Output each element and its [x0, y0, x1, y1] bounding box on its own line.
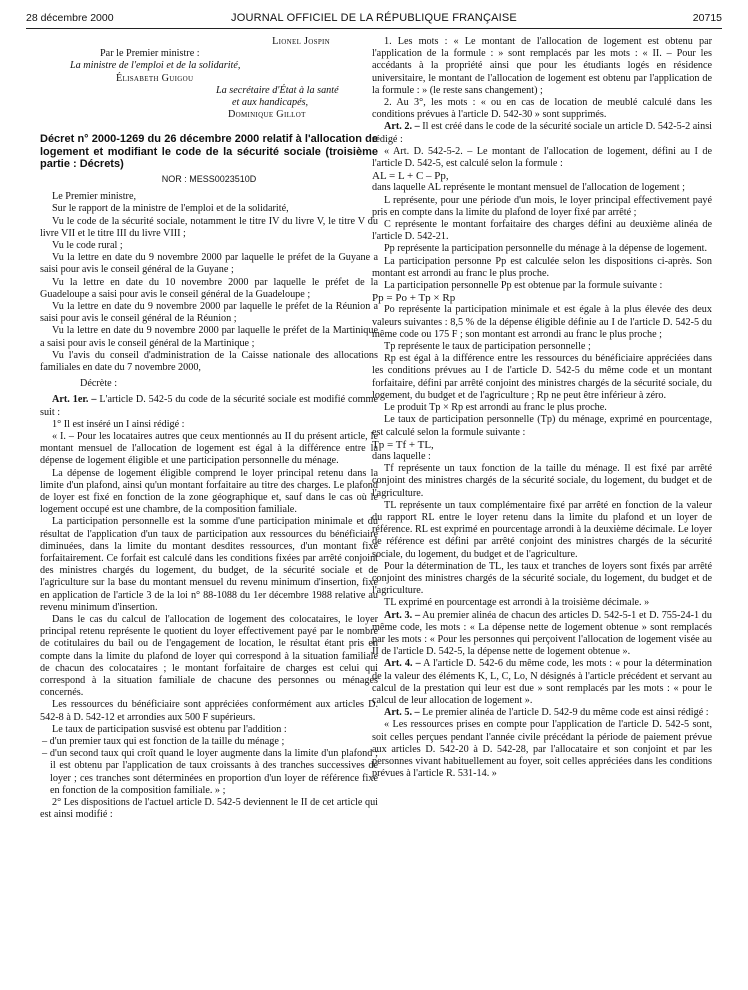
visa-4: Vu la lettre en date du 9 novembre 2000 par laquelle le préfet de la Guyane a saisi pour avis le conseil général de la Guyane ;	[40, 252, 378, 276]
article-5-text: Le premier alinéa de l'article D. 542-9 du même code est ainsi rédigé :	[419, 707, 709, 719]
art1-p4: La participation personnelle est la somme d'une participation minimale et du résultat de l'application d'un taux de participation aux ressources du bénéficiaire diminuées, dans la limite du montant desdites ressources, d'un montant fixé forfaitairement. Ce forfait est calculé dans les conditions fixées par arrêté conjoint des ministres chargés du logement, du budget, de la sécurité sociale et de l'agriculture sur la base du montant mensuel du revenu minimum d'insertion, fixé en application de l'article 3 de la loi n° 88-1088 du 1er décembre 1988 relative au revenu minimum d'insertion.	[40, 516, 378, 613]
secretaire-line2: et aux handicapés,	[232, 97, 309, 109]
art1-p7: Le taux de participation susvisé est obtenu par l'addition :	[52, 723, 287, 735]
left-column	[40, 36, 378, 821]
r4: dans laquelle AL représente le montant mensuel de l'allocation de logement ;	[372, 182, 685, 194]
art1-p6: Les ressources du bénéficiaire sont appréciées conformément aux articles D. 542-8 à D. 542-12 et arrondies aux 500 F supérieurs.	[40, 699, 378, 723]
decree-title: Décret n° 2000-1269 du 26 décembre 2000 relatif à l'allocation de logement et modifiant le code de la sécurité sociale (troisième partie : Décrets)	[40, 133, 378, 171]
article-5-label: Art. 5. –	[384, 707, 420, 719]
r5: L représente, pour une période d'un mois, le loyer principal effectivement payé pris en compte dans la limite du plafond de loyer fixé par arrêté ;	[372, 194, 712, 218]
r14: Le taux de participation personnelle (Tp) du ménage, exprimé en pourcentage, est calculé selon la formule suivante :	[372, 414, 712, 438]
r10: Po représente la participation minimale et est égale à la plus élevée des deux valeurs suivantes : 8,5 % de la dépense éligible définie au I de l'article D. 542-5 du même code ou 175 F ; son montant est arrondi au franc le plus proche ;	[372, 304, 712, 340]
r8: La participation personne Pp est calculée selon les dispositions ci-après. Son montant est arrondi au franc le plus proche.	[372, 255, 712, 279]
article-4	[372, 658, 712, 707]
article-1-text: L'article D. 542-5 du code de la sécurité sociale est modifié comme suit :	[40, 394, 378, 418]
visa-2: Vu le code de la sécurité sociale, notamment le titre IV du livre V, le titre V du livre VII et le titre III du livre VIII ;	[40, 215, 378, 239]
header-date: 28 décembre 2000	[26, 12, 114, 24]
list-item: – d'un premier taux qui est fonction de la taille du ménage ;	[42, 736, 285, 748]
r11: Tp représente le taux de participation personnelle ;	[384, 341, 591, 353]
visa-0: Le Premier ministre,	[52, 191, 137, 203]
formula-al: AL = L + C – Pp,	[372, 170, 449, 183]
article-3	[372, 610, 712, 659]
signature-guigou: Élisabeth Guigou	[116, 72, 194, 84]
r2: 2. Au 3°, les mots : « ou en cas de location de meublé calculé dans les conditions prévues à l'article D. 542-30 » sont supprimés.	[372, 97, 712, 121]
visa-5: Vu la lettre en date du 10 novembre 2000 par laquelle le préfet de la Guadeloupe a saisi pour avis le conseil général de la Guadeloupe ;	[40, 276, 378, 300]
signature-jospin: Lionel Jospin	[272, 36, 330, 47]
article-1	[40, 394, 378, 418]
art1-p1: 1° Il est inséré un I ainsi rédigé :	[52, 418, 185, 430]
r18: Pour la détermination de TL, les taux et tranches de loyers sont fixés par arrêté conjoint des ministres chargés de la sécurité sociale, du logement, du budget et de l'agriculture.	[372, 560, 712, 597]
article-3-text: Au premier alinéa de chacun des articles D. 542-5-1 et D. 755-24-1 du même code, les mots : « La dépense nette de logement obtenue » sont remplacés par les mots : « Pour les personnes qui perçoivent l'allocation de logement visée au II de l'article D. 542-5, la dépense nette de logement obtenue ».	[372, 609, 712, 658]
signature-gillot: Dominique Gillot	[228, 109, 306, 121]
par-premier-ministre: Par le Premier ministre :	[100, 48, 200, 60]
taux-list	[40, 736, 378, 797]
decrete: Décrète :	[80, 378, 118, 390]
r9: La participation personnelle Pp est obtenue par la formule suivante :	[384, 280, 663, 292]
r3: « Art. D. 542-5-2. – Le montant de l'allocation de logement, défini au I de l'article D. 542-5, est calculé selon la formule :	[372, 145, 712, 170]
formula-tp: Tp = Tf + TL,	[372, 438, 434, 451]
secretaire-line1: La secrétaire d'État à la santé	[216, 84, 339, 96]
art1-p8: 2° Les dispositions de l'actuel article D. 542-5 deviennent le II de cet article qui est ainsi modifié :	[40, 797, 378, 821]
art1-p5: Dans le cas du calcul de l'allocation de logement des colocataires, le loyer principal retenu représente le quotient du loyer effectivement payé par le nombre de cotitulaires du bail ou de l'engagement de location, le résultat étant pris en compte dans la limite du plafond de loyer qui correspond à la situation familiale de chacun des colocataires ; le montant forfaitaire de charges est celui qui correspond à la situation familiale de chacune des personnes ou ménages concernés.	[40, 614, 378, 699]
r6: C représente le montant forfaitaire des charges défini au deuxième alinéa de l'article D. 542-21.	[372, 219, 712, 243]
right-column	[372, 36, 712, 780]
r20: « Les ressources prises en compte pour l'application de l'article D. 542-5 sont, soit celles perçues pendant l'année civile précédant la période de paiement prévue aux articles D. 542-20 à D. 542-28, par l'allocataire et son conjoint et par les personnes vivant habituellement au foyer, soit celles appréciées dans les conditions prévues à l'article R. 531-14. »	[372, 719, 712, 780]
header-rule	[26, 28, 722, 29]
visa-3: Vu le code rural ;	[52, 239, 123, 251]
visa-8: Vu l'avis du conseil d'administration de la Caisse nationale des allocations familiales en date du 7 novembre 2000,	[40, 349, 378, 373]
article-4-text: A l'article D. 542-6 du même code, les mots : « pour la détermination de la valeur des éléments K, L, C, Lo, N désignés à l'article précédent et servant au calcul de la prestation qui leur est due » sont remplacés par les mots : « pour le calcul de leur allocation de logement ».	[372, 658, 712, 706]
r7: Pp représente la participation personnelle du ménage à la dépense de logement.	[384, 243, 708, 255]
formula-pp: Pp = Po + Tp × Rp	[372, 292, 456, 305]
page-header	[26, 12, 722, 28]
r17: TL représente un taux complémentaire fixé par arrêté en fonction de la valeur du rapport RL entre le loyer retenu dans la limite du plafond et un loyer de référence. RL est exprimé en pourcentage arrondi à la deuxième décimale. Le loyer de référence est défini par arrêté conjoint des ministres chargés de la sécurité sociale, du logement, du budget et de l'agriculture.	[372, 499, 712, 560]
r13: Le produit Tp × Rp est arrondi au franc le plus proche.	[384, 402, 607, 414]
article-1-label: Art. 1er. –	[52, 394, 97, 406]
visa-7: Vu la lettre en date du 9 novembre 2000 par laquelle le préfet de la Martinique a saisi pour avis le conseil général de la Martinique ;	[40, 325, 378, 349]
article-2	[372, 121, 712, 145]
list-item: – d'un second taux qui croît quand le loyer augmente dans la limite d'un plafond ; il est obtenu par l'application de taux croissants à des tranches successives de loyer ; ces tranches sont déterminées en proportion d'un loyer de référence fixé en fonction de la composition familiale. » ;	[42, 748, 378, 796]
r1: 1. Les mots : « Le montant de l'allocation de logement est obtenu par l'application de la formule : » sont remplacés par les mots : « II. – Pour les accédants à la propriété ainsi que pour les étudiants logés en résidence universitaire, le montant de l'allocation de logement est obtenu par l'application de la formule : » (le reste sans changement) ;	[372, 36, 712, 96]
article-3-label: Art. 3. –	[384, 609, 421, 621]
art1-p3: La dépense de logement éligible comprend le loyer principal retenu dans la limite d'un plafond, ainsi qu'un montant forfaitaire au titre des charges. Le plafond de loyer est fixé en fonction de la zone géographique et, sauf dans le cas où le logement occupé est une chambre, de la composition familiale.	[40, 467, 378, 516]
nor-reference: NOR : MESS0023510D	[161, 173, 257, 184]
r12: Rp est égal à la différence entre les ressources du bénéficiaire appréciées dans les conditions prévues au I de l'article D. 542-5 du même code et un montant forfaitaire, défini par arrêté conjoint des ministres chargés de la sécurité sociale, du logement, du budget et de l'agriculture ; Rp ne peut être inférieur à zéro.	[372, 353, 712, 401]
article-4-label: Art. 4. –	[384, 658, 421, 670]
r15: dans laquelle :	[372, 450, 431, 462]
article-2-label: Art. 2. –	[384, 121, 420, 133]
article-5	[372, 707, 712, 719]
ministre-emploi: La ministre de l'emploi et de la solidarité,	[70, 60, 241, 72]
journal-title: JOURNAL OFFICIEL DE LA RÉPUBLIQUE FRANÇAISE	[231, 12, 517, 24]
art1-p2: « I. – Pour les locataires autres que ceux mentionnés au II du présent article, le montant mensuel de l'allocation de logement est égal à la différence entre la dépense de logement éligible et une participation personnelle du ménage.	[40, 430, 378, 467]
r16: Tf représente un taux fonction de la taille du ménage. Il est fixé par arrêté conjoint des ministres chargés de la sécurité sociale, du logement, du budget et de l'agriculture.	[372, 463, 712, 499]
article-2-text: Il est créé dans le code de la sécurité sociale un article D. 542-5-2 ainsi rédigé :	[372, 121, 712, 145]
page-number: 20715	[692, 12, 722, 24]
visa-1: Sur le rapport de la ministre de l'emploi et de la solidarité,	[52, 203, 289, 215]
r19: TL exprimé en pourcentage est arrondi à la troisième décimale. »	[384, 597, 650, 609]
visa-6: Vu la lettre en date du 9 novembre 2000 par laquelle le préfet de la Réunion a saisi pour avis le conseil général de la Réunion ;	[40, 300, 378, 325]
